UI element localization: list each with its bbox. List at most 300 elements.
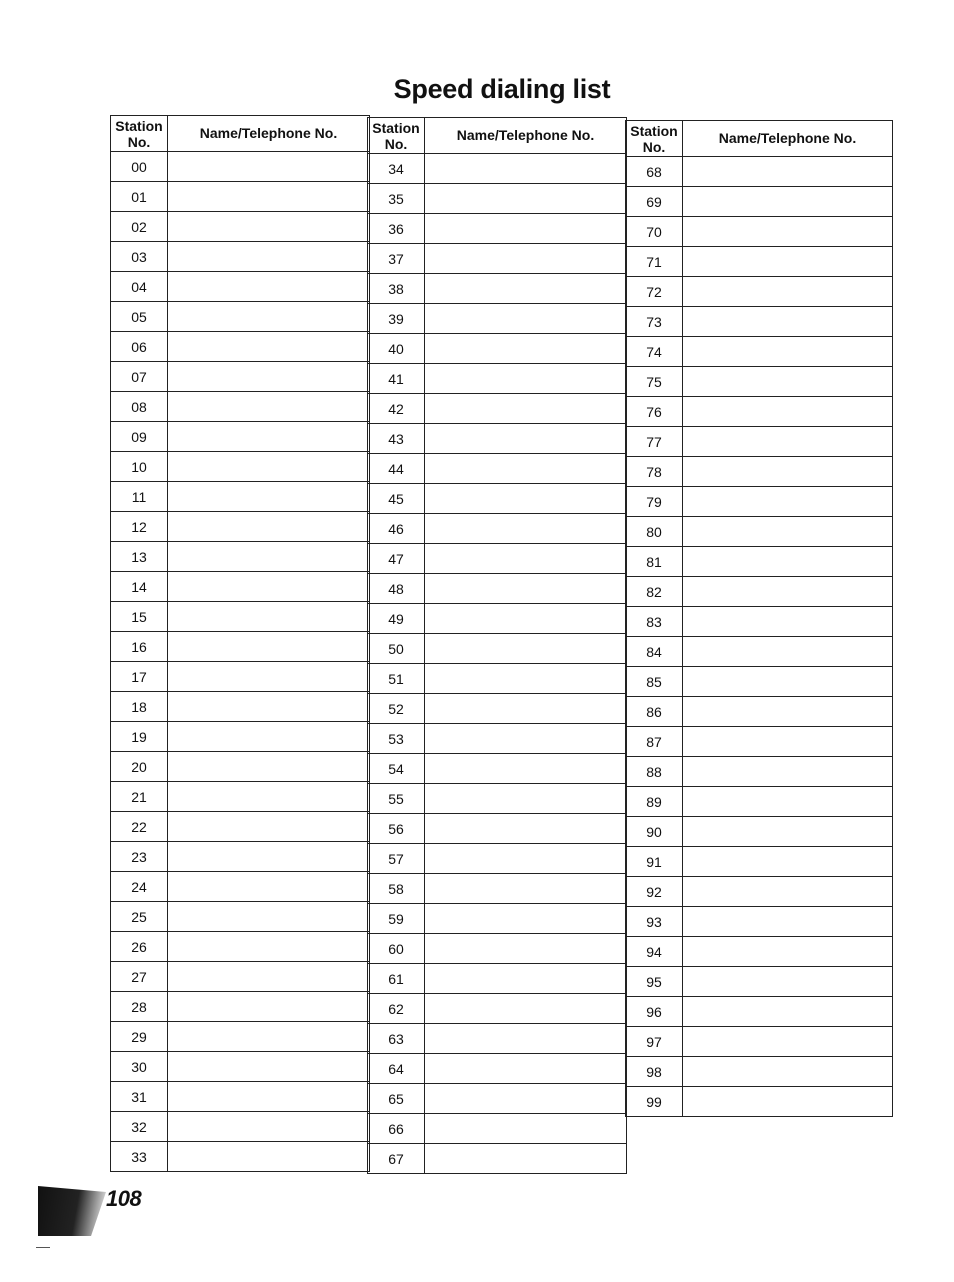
station-number: 80: [626, 517, 683, 547]
table-row: [626, 187, 893, 217]
table-row: [368, 184, 627, 214]
station-number: 21: [111, 782, 168, 812]
name-telephone-cell[interactable]: [683, 517, 893, 547]
name-telephone-header: Name/Telephone No.: [683, 121, 893, 157]
name-telephone-cell[interactable]: [683, 997, 893, 1027]
name-telephone-cell[interactable]: [683, 667, 893, 697]
name-telephone-cell[interactable]: [683, 307, 893, 337]
station-number: 19: [111, 722, 168, 752]
name-telephone-cell[interactable]: [168, 1142, 370, 1172]
station-number: 14: [111, 572, 168, 602]
station-number: 01: [111, 182, 168, 212]
name-telephone-cell[interactable]: [425, 604, 627, 634]
station-number: 54: [368, 754, 425, 784]
name-telephone-cell[interactable]: [168, 1022, 370, 1052]
station-number: 73: [626, 307, 683, 337]
table-row: [626, 727, 893, 757]
table-row: [111, 392, 370, 422]
station-number: 56: [368, 814, 425, 844]
table-row: [368, 724, 627, 754]
station-number: 41: [368, 364, 425, 394]
station-number: 79: [626, 487, 683, 517]
table-row: [368, 544, 627, 574]
table-row: [111, 932, 370, 962]
name-telephone-cell[interactable]: [683, 697, 893, 727]
station-number: 11: [111, 482, 168, 512]
station-number: 42: [368, 394, 425, 424]
station-number: 27: [111, 962, 168, 992]
station-number: 74: [626, 337, 683, 367]
station-number: 48: [368, 574, 425, 604]
table-row: [626, 787, 893, 817]
speed-dial-table-2: [367, 117, 627, 1174]
speed-dial-table-3: [625, 120, 893, 1117]
bottom-rule: [36, 1247, 50, 1248]
name-telephone-cell[interactable]: [683, 1027, 893, 1057]
table-row: [111, 212, 370, 242]
name-telephone-cell[interactable]: [168, 182, 370, 212]
table-row: [626, 967, 893, 997]
table-row: [368, 754, 627, 784]
name-telephone-cell[interactable]: [683, 547, 893, 577]
name-telephone-cell[interactable]: [425, 694, 627, 724]
table-row: [368, 514, 627, 544]
station-number: 16: [111, 632, 168, 662]
name-telephone-cell[interactable]: [683, 847, 893, 877]
table-row: [111, 1052, 370, 1082]
name-telephone-cell[interactable]: [425, 184, 627, 214]
name-telephone-cell[interactable]: [425, 574, 627, 604]
table-row: [368, 364, 627, 394]
table-row: [368, 1084, 627, 1114]
name-telephone-cell[interactable]: [425, 1024, 627, 1054]
station-number: 30: [111, 1052, 168, 1082]
station-number: 45: [368, 484, 425, 514]
name-telephone-cell[interactable]: [683, 367, 893, 397]
station-number: 85: [626, 667, 683, 697]
station-number: 50: [368, 634, 425, 664]
station-number: 24: [111, 872, 168, 902]
station-number: 72: [626, 277, 683, 307]
name-telephone-cell[interactable]: [425, 724, 627, 754]
station-number: 31: [111, 1082, 168, 1112]
station-no-header: [368, 118, 425, 154]
station-number: 23: [111, 842, 168, 872]
table-row: [111, 572, 370, 602]
station-number: 69: [626, 187, 683, 217]
name-telephone-cell[interactable]: [168, 932, 370, 962]
name-telephone-cell[interactable]: [683, 757, 893, 787]
name-telephone-cell[interactable]: [683, 877, 893, 907]
table-row: [368, 1114, 627, 1144]
name-telephone-cell[interactable]: [168, 872, 370, 902]
table-row: [111, 692, 370, 722]
name-telephone-cell[interactable]: [683, 817, 893, 847]
station-number: 08: [111, 392, 168, 422]
name-telephone-cell[interactable]: [425, 514, 627, 544]
table-row: [368, 334, 627, 364]
station-number: 60: [368, 934, 425, 964]
table-row: [626, 757, 893, 787]
table-row: [368, 874, 627, 904]
station-number: 38: [368, 274, 425, 304]
table-header-row: [626, 121, 893, 157]
station-number: 65: [368, 1084, 425, 1114]
name-telephone-cell[interactable]: [168, 782, 370, 812]
station-number: 82: [626, 577, 683, 607]
station-number: 68: [626, 157, 683, 187]
station-number: 51: [368, 664, 425, 694]
station-number: 22: [111, 812, 168, 842]
table-row: [368, 154, 627, 184]
name-telephone-cell[interactable]: [425, 424, 627, 454]
table-row: [111, 752, 370, 782]
station-number: 95: [626, 967, 683, 997]
station-number: 04: [111, 272, 168, 302]
station-number: 09: [111, 422, 168, 452]
station-number: 99: [626, 1087, 683, 1117]
station-number: 10: [111, 452, 168, 482]
table-row: [626, 667, 893, 697]
table-row: [111, 782, 370, 812]
station-number: 55: [368, 784, 425, 814]
name-telephone-cell[interactable]: [425, 874, 627, 904]
table-row: [626, 367, 893, 397]
station-number: 92: [626, 877, 683, 907]
station-number: 34: [368, 154, 425, 184]
name-telephone-cell[interactable]: [425, 484, 627, 514]
station-header-line2: No.: [642, 138, 666, 155]
station-number: 43: [368, 424, 425, 454]
table-row: [111, 182, 370, 212]
name-telephone-cell[interactable]: [168, 992, 370, 1022]
table-row: [111, 272, 370, 302]
table-row: [111, 542, 370, 572]
table-row: [368, 274, 627, 304]
name-telephone-cell[interactable]: [683, 217, 893, 247]
name-telephone-cell[interactable]: [168, 242, 370, 272]
table-row: [111, 992, 370, 1022]
name-telephone-cell[interactable]: [168, 962, 370, 992]
station-number: 00: [111, 152, 168, 182]
name-telephone-cell[interactable]: [168, 452, 370, 482]
table-row: [368, 994, 627, 1024]
name-telephone-cell[interactable]: [425, 544, 627, 574]
name-telephone-cell[interactable]: [168, 302, 370, 332]
table-row: [111, 512, 370, 542]
name-telephone-cell[interactable]: [168, 332, 370, 362]
name-telephone-cell[interactable]: [683, 607, 893, 637]
station-number: 12: [111, 512, 168, 542]
station-number: 96: [626, 997, 683, 1027]
name-telephone-cell[interactable]: [425, 754, 627, 784]
table-row: [368, 244, 627, 274]
station-number: 77: [626, 427, 683, 457]
name-telephone-cell[interactable]: [683, 187, 893, 217]
station-no-header: [626, 121, 683, 157]
name-telephone-cell[interactable]: [425, 844, 627, 874]
table-row: [626, 487, 893, 517]
station-number: 64: [368, 1054, 425, 1084]
table-row: [111, 842, 370, 872]
name-telephone-cell[interactable]: [683, 457, 893, 487]
name-telephone-cell[interactable]: [683, 727, 893, 757]
name-telephone-cell[interactable]: [425, 1114, 627, 1144]
table-row: [368, 664, 627, 694]
station-number: 03: [111, 242, 168, 272]
station-number: 33: [111, 1142, 168, 1172]
table-row: [626, 577, 893, 607]
name-telephone-cell[interactable]: [168, 632, 370, 662]
name-telephone-cell[interactable]: [425, 154, 627, 184]
table-row: [111, 422, 370, 452]
name-telephone-cell[interactable]: [683, 487, 893, 517]
table-row: [626, 457, 893, 487]
name-telephone-cell[interactable]: [683, 397, 893, 427]
table-row: [111, 902, 370, 932]
station-number: 36: [368, 214, 425, 244]
station-number: 87: [626, 727, 683, 757]
name-telephone-cell[interactable]: [425, 334, 627, 364]
station-number: 86: [626, 697, 683, 727]
name-telephone-cell[interactable]: [683, 157, 893, 187]
table-row: [368, 634, 627, 664]
station-number: 20: [111, 752, 168, 782]
table-row: [111, 242, 370, 272]
name-telephone-cell[interactable]: [683, 1087, 893, 1117]
table-row: [368, 424, 627, 454]
table-row: [368, 964, 627, 994]
station-number: 53: [368, 724, 425, 754]
station-number: 83: [626, 607, 683, 637]
station-number: 88: [626, 757, 683, 787]
table-row: [111, 812, 370, 842]
table-row: [368, 934, 627, 964]
name-telephone-cell[interactable]: [168, 602, 370, 632]
station-header-line2: No.: [127, 133, 151, 150]
table-row: [111, 362, 370, 392]
station-number: 32: [111, 1112, 168, 1142]
table-row: [368, 394, 627, 424]
station-number: 05: [111, 302, 168, 332]
table-row: [111, 1082, 370, 1112]
name-telephone-cell[interactable]: [425, 454, 627, 484]
table-row: [111, 662, 370, 692]
station-number: 06: [111, 332, 168, 362]
name-telephone-cell[interactable]: [683, 967, 893, 997]
station-number: 02: [111, 212, 168, 242]
table-row: [626, 637, 893, 667]
name-telephone-cell[interactable]: [168, 752, 370, 782]
page-number: [34, 1182, 144, 1240]
table-row: [626, 1087, 893, 1117]
table-row: [111, 1022, 370, 1052]
name-telephone-cell[interactable]: [168, 662, 370, 692]
station-number: 29: [111, 1022, 168, 1052]
name-telephone-cell[interactable]: [425, 244, 627, 274]
table-row: [626, 1057, 893, 1087]
name-telephone-cell[interactable]: [168, 1112, 370, 1142]
name-telephone-cell[interactable]: [168, 422, 370, 452]
table-header-row: [368, 118, 627, 154]
table-row: [626, 907, 893, 937]
table-row: [626, 157, 893, 187]
table-row: [626, 847, 893, 877]
name-telephone-cell[interactable]: [425, 214, 627, 244]
table-row: [368, 484, 627, 514]
station-header-line1: Station: [115, 117, 163, 134]
name-telephone-cell[interactable]: [425, 364, 627, 394]
name-telephone-cell[interactable]: [683, 577, 893, 607]
name-telephone-cell[interactable]: [425, 964, 627, 994]
station-number: 70: [626, 217, 683, 247]
station-number: 26: [111, 932, 168, 962]
station-number: 62: [368, 994, 425, 1024]
table-row: [368, 604, 627, 634]
station-number: 89: [626, 787, 683, 817]
station-number: 13: [111, 542, 168, 572]
name-telephone-cell[interactable]: [168, 482, 370, 512]
table-row: [111, 302, 370, 332]
name-telephone-cell[interactable]: [683, 337, 893, 367]
name-telephone-cell[interactable]: [168, 1082, 370, 1112]
station-number: 28: [111, 992, 168, 1022]
station-number: 58: [368, 874, 425, 904]
name-telephone-cell[interactable]: [425, 1054, 627, 1084]
table-row: [368, 844, 627, 874]
name-telephone-cell[interactable]: [168, 272, 370, 302]
name-telephone-cell[interactable]: [425, 904, 627, 934]
name-telephone-cell[interactable]: [425, 634, 627, 664]
speed-dial-table-1: [110, 115, 370, 1172]
table-row: [626, 307, 893, 337]
name-telephone-header: Name/Telephone No.: [168, 116, 370, 152]
name-telephone-cell[interactable]: [168, 542, 370, 572]
page-corner-mark: [38, 1186, 106, 1236]
name-telephone-cell[interactable]: [168, 512, 370, 542]
table-row: [111, 632, 370, 662]
station-number: 07: [111, 362, 168, 392]
name-telephone-cell[interactable]: [425, 934, 627, 964]
name-telephone-cell[interactable]: [683, 247, 893, 277]
table-row: [626, 817, 893, 847]
station-number: 61: [368, 964, 425, 994]
station-number: 90: [626, 817, 683, 847]
name-telephone-cell[interactable]: [683, 1057, 893, 1087]
name-telephone-cell[interactable]: [168, 722, 370, 752]
name-telephone-cell[interactable]: [168, 392, 370, 422]
table-row: [111, 722, 370, 752]
table-row: [111, 872, 370, 902]
name-telephone-cell[interactable]: [425, 1084, 627, 1114]
station-number: 91: [626, 847, 683, 877]
table-row: [626, 277, 893, 307]
name-telephone-cell[interactable]: [425, 664, 627, 694]
station-number: 59: [368, 904, 425, 934]
table-row: [626, 877, 893, 907]
station-number: 93: [626, 907, 683, 937]
name-telephone-cell[interactable]: [683, 637, 893, 667]
table-row: [111, 602, 370, 632]
table-row: [111, 1142, 370, 1172]
table-row: [626, 697, 893, 727]
name-telephone-cell[interactable]: [168, 842, 370, 872]
name-telephone-cell[interactable]: [168, 1052, 370, 1082]
table-row: [626, 337, 893, 367]
table-row: [368, 304, 627, 334]
name-telephone-cell[interactable]: [168, 152, 370, 182]
name-telephone-cell[interactable]: [168, 902, 370, 932]
name-telephone-cell[interactable]: [683, 277, 893, 307]
table-row: [368, 574, 627, 604]
page-number-text: 108: [106, 1186, 142, 1211]
name-telephone-cell[interactable]: [168, 362, 370, 392]
table-row: [626, 397, 893, 427]
table-row: [111, 152, 370, 182]
name-telephone-cell[interactable]: [425, 814, 627, 844]
name-telephone-cell[interactable]: [168, 212, 370, 242]
station-number: 15: [111, 602, 168, 632]
station-number: 94: [626, 937, 683, 967]
station-number: 35: [368, 184, 425, 214]
table-row: [626, 547, 893, 577]
station-number: 57: [368, 844, 425, 874]
table-row: [626, 607, 893, 637]
table-row: [368, 1144, 627, 1174]
name-telephone-cell[interactable]: [425, 994, 627, 1024]
name-telephone-cell[interactable]: [425, 394, 627, 424]
name-telephone-cell[interactable]: [683, 787, 893, 817]
station-number: 84: [626, 637, 683, 667]
name-telephone-cell[interactable]: [425, 274, 627, 304]
station-number: 39: [368, 304, 425, 334]
station-number: 17: [111, 662, 168, 692]
table-row: [111, 482, 370, 512]
station-number: 44: [368, 454, 425, 484]
name-telephone-cell[interactable]: [683, 427, 893, 457]
station-number: 67: [368, 1144, 425, 1174]
station-number: 46: [368, 514, 425, 544]
name-telephone-cell[interactable]: [168, 572, 370, 602]
table-row: [368, 454, 627, 484]
name-telephone-cell[interactable]: [168, 812, 370, 842]
table-row: [626, 937, 893, 967]
table-row: [626, 217, 893, 247]
table-row: [368, 814, 627, 844]
name-telephone-header: Name/Telephone No.: [425, 118, 627, 154]
table-row: [626, 427, 893, 457]
name-telephone-cell[interactable]: [168, 692, 370, 722]
name-telephone-cell[interactable]: [425, 784, 627, 814]
table-row: [368, 214, 627, 244]
name-telephone-cell[interactable]: [683, 937, 893, 967]
station-number: 52: [368, 694, 425, 724]
name-telephone-cell[interactable]: [425, 304, 627, 334]
table-row: [111, 962, 370, 992]
table-row: [368, 1054, 627, 1084]
table-row: [368, 784, 627, 814]
station-number: 75: [626, 367, 683, 397]
station-number: 63: [368, 1024, 425, 1054]
table-row: [111, 332, 370, 362]
station-no-header: [111, 116, 168, 152]
name-telephone-cell[interactable]: [425, 1144, 627, 1174]
name-telephone-cell[interactable]: [683, 907, 893, 937]
table-row: [626, 247, 893, 277]
table-row: [111, 1112, 370, 1142]
table-row: [626, 997, 893, 1027]
table-row: [626, 517, 893, 547]
